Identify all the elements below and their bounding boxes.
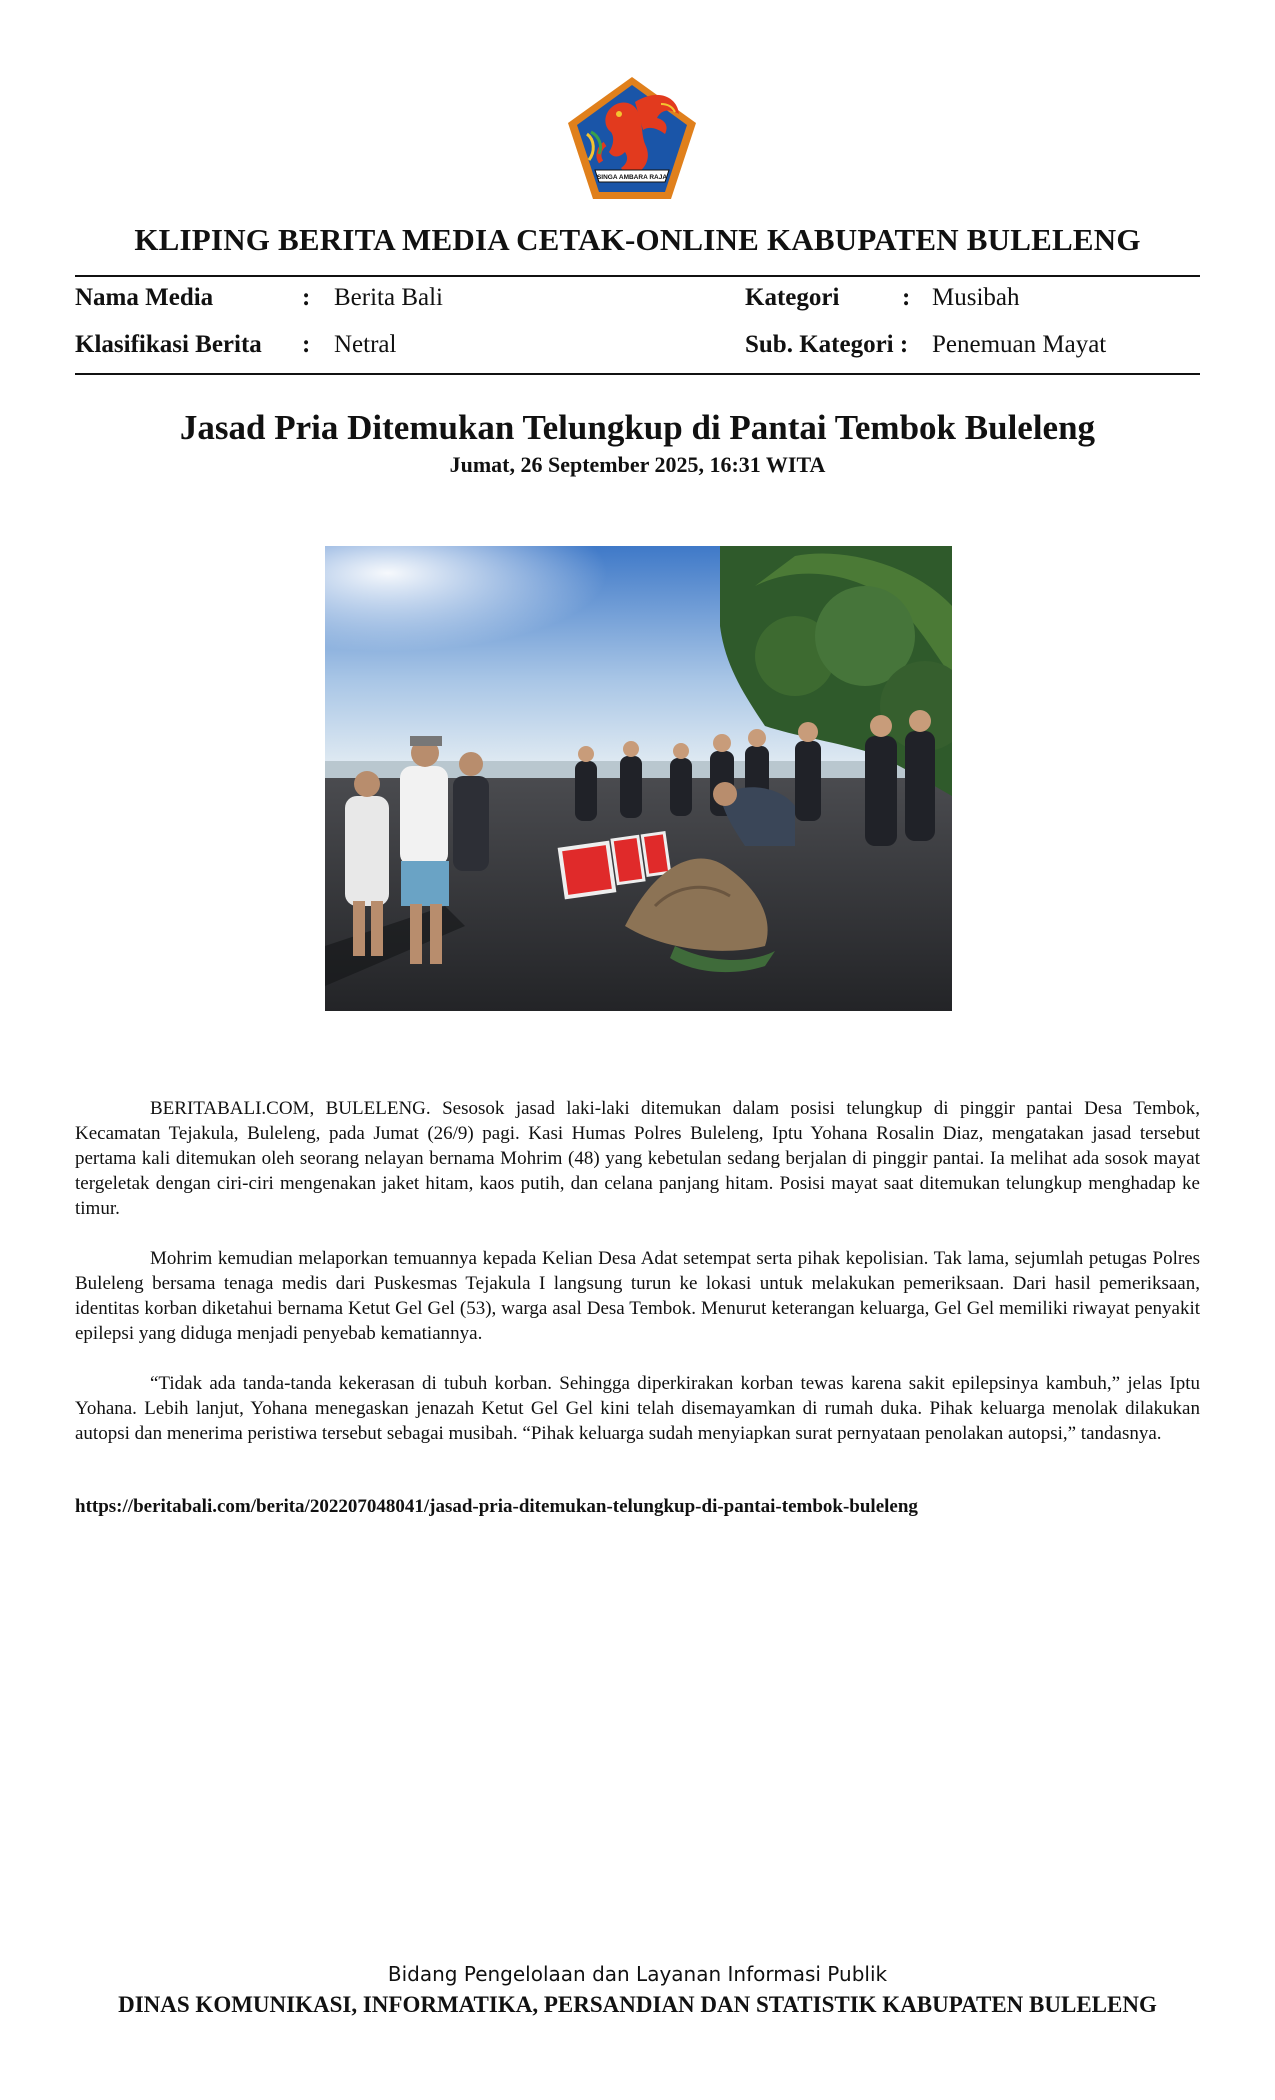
document-title: KLIPING BERITA MEDIA CETAK-ONLINE KABUPATEN BULELENG [134, 222, 1141, 257]
klasifikasi-label: Klasifikasi Berita [75, 331, 262, 358]
header-top-rule [75, 275, 1200, 277]
header-bottom-rule [75, 373, 1200, 375]
buleleng-crest-icon [565, 74, 699, 202]
subkategori-label: Sub. Kategori : [745, 331, 909, 358]
kategori-colon: : [902, 284, 911, 311]
crest-motto: SINGA AMBARA RAJA [596, 174, 668, 181]
kategori-value: Musibah [932, 284, 1020, 311]
article-paragraph: “Tidak ada tanda-tanda kekerasan di tubuh korban. Sehingga diperkirakan korban tewas karena sakit epilepsinya kambuh,” jelas Iptu Yohana. Lebih lanjut, Yohana menegaskan jenazah Ketut Gel Gel kini telah disemayamkan di rumah duka. Pihak keluarga menolak dilakukan autopsi dan menerima peristiwa tersebut sebagai musibah. “Pihak keluarga sudah menyiapkan surat pernyataan penolakan autopsi,” tandasnya. [75, 1373, 1200, 1444]
media-label: Nama Media [75, 284, 214, 311]
klasifikasi-colon: : [302, 331, 311, 358]
article-paragraph: Mohrim kemudian melaporkan temuannya kepada Kelian Desa Adat setempat serta pihak kepolisian. Tak lama, sejumlah petugas Polres Buleleng bersama tenaga medis dari Puskesmas Tejakula I langsung turun ke lokasi untuk melakukan pemeriksaan. Dari hasil pemeriksaan, identitas korban diketahui bernama Ketut Gel Gel (53), warga asal Desa Tembok. Menurut keterangan keluarga, Gel Gel memiliki riwayat penyakit epilepsi yang diduga menjadi penyebab kematiannya. [75, 1248, 1200, 1344]
source-link[interactable]: https://beritabali.com/berita/202207048041/jasad-pria-ditemukan-telungkup-di-pantai-tembok-buleleng [75, 1496, 918, 1517]
article-photo [325, 546, 952, 1011]
klasifikasi-value: Netral [334, 331, 397, 358]
subkategori-value: Penemuan Mayat [932, 331, 1107, 358]
media-value: Berita Bali [334, 284, 443, 311]
article-dateline: Jumat, 26 September 2025, 16:31 WITA [449, 452, 826, 477]
article-headline: Jasad Pria Ditemukan Telungkup di Pantai Tembok Buleleng [179, 408, 1096, 447]
kategori-label: Kategori [745, 284, 840, 311]
article-paragraph: BERITABALI.COM, BULELENG. Sesosok jasad laki-laki ditemukan dalam posisi telungkup di pinggir pantai Desa Tembok, Kecamatan Tejakula, Buleleng, pada Jumat (26/9) pagi. Kasi Humas Polres Buleleng, Iptu Yohana Rosalin Diaz, mengatakan jasad tersebut pertama kali ditemukan oleh seorang nelayan bernama Mohrim (48) yang kebetulan sedang berjalan di pinggir pantai. Ia melihat ada sosok mayat tergeletak dengan ciri-ciri mengenakan jaket hitam, kaos putih, dan celana panjang hitam. Posisi mayat saat ditemukan telungkup menghadap ke timur. [75, 1098, 1200, 1219]
media-colon: : [302, 284, 311, 311]
footer-agency: DINAS KOMUNIKASI, INFORMATIKA, PERSANDIAN DAN STATISTIK KABUPATEN BULELENG [118, 1992, 1157, 2017]
footer-unit: Bidang Pengelolaan dan Layanan Informasi Publik [387, 1962, 888, 1986]
article-body [75, 1096, 1200, 1471]
